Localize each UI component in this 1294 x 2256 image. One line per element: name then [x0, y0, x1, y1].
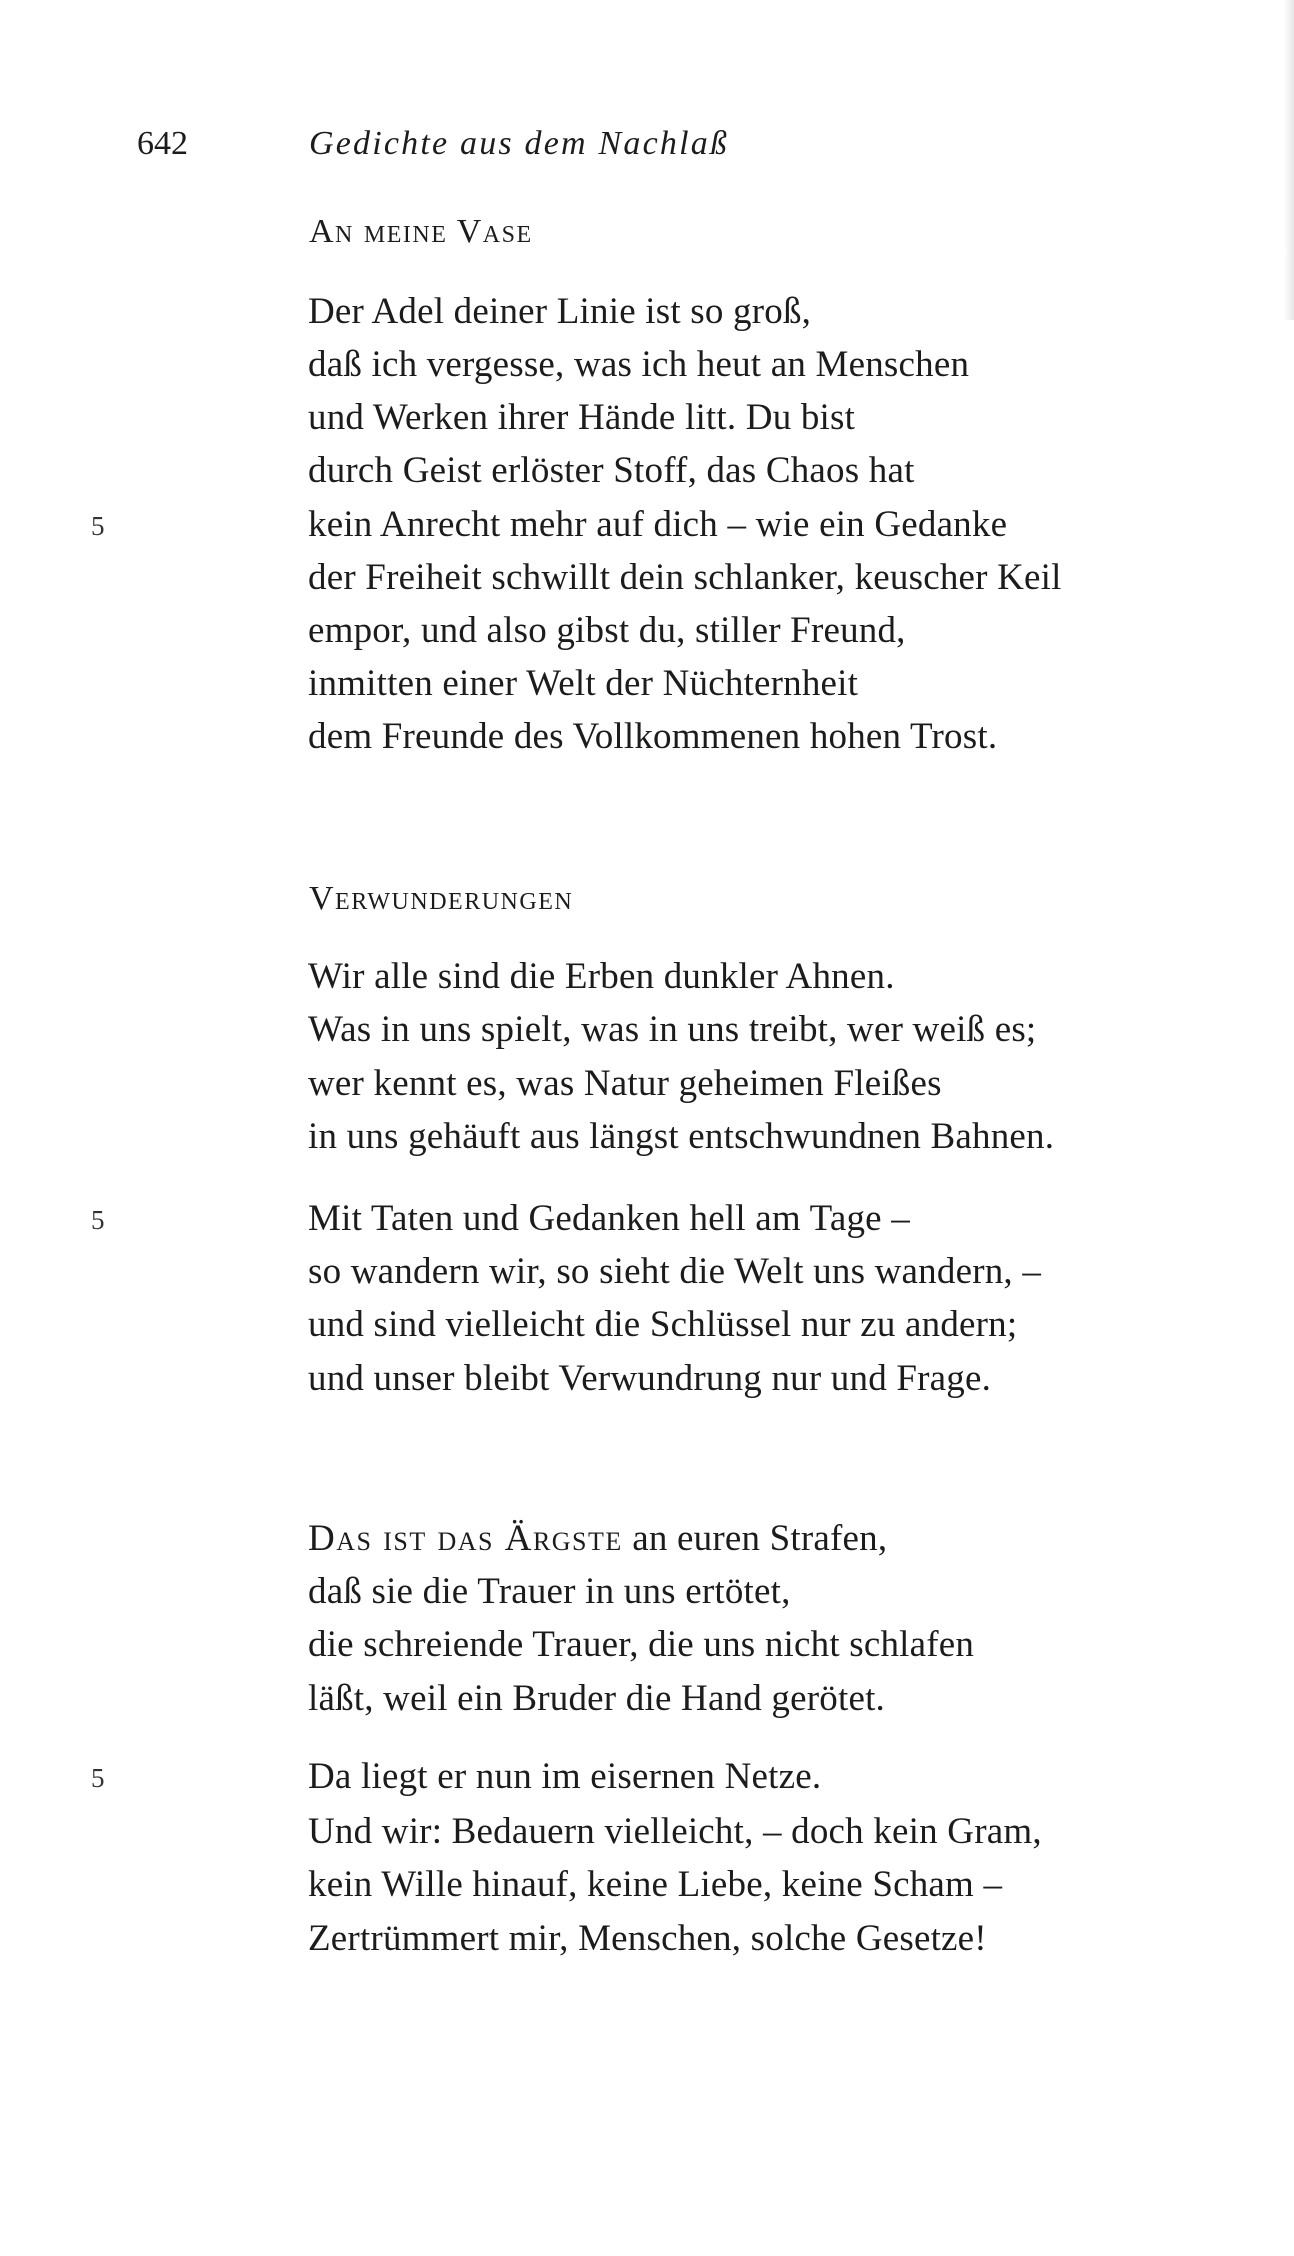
poem-line: die schreiende Trauer, die uns nicht schlafen: [308, 1624, 975, 1665]
poem-line: so wandern wir, so sieht die Welt uns wandern, –: [308, 1251, 1042, 1292]
poem-line: und Werken ihrer Hände litt. Du bist: [308, 397, 856, 438]
poem-line: inmitten einer Welt der Nüchternheit: [308, 663, 859, 704]
poem-title: Verwunderungen: [309, 880, 574, 917]
poem-incipit: Das ist das Ärgste: [308, 1518, 623, 1559]
poem-line: Mit Taten und Gedanken hell am Tage –: [308, 1198, 910, 1239]
poem-line: und sind vielleicht die Schlüssel nur zu andern;: [308, 1304, 1018, 1345]
poem-first-line: [308, 1517, 887, 1561]
poem-line: durch Geist erlöster Stoff, das Chaos hat: [308, 450, 915, 491]
line-number: 5: [91, 511, 105, 541]
page-edge-shadow: [1284, 0, 1294, 320]
poem-line: Da liegt er nun im eisernen Netze.: [308, 1756, 822, 1797]
poem-line: der Freiheit schwillt dein schlanker, keuscher Keil: [308, 557, 1062, 598]
poem-line: daß ich vergesse, was ich heut an Menschen: [308, 344, 970, 385]
first-line-rest: an euren Strafen,: [622, 1518, 888, 1559]
poem-line: Zertrümmert mir, Menschen, solche Gesetze!: [308, 1918, 987, 1959]
poem-line: Und wir: Bedauern vielleicht, – doch kein Gram,: [308, 1811, 1042, 1852]
poem-line: kein Wille hinauf, keine Liebe, keine Scham –: [308, 1864, 1003, 1905]
poem-line: kein Anrecht mehr auf dich – wie ein Gedanke: [308, 504, 1008, 545]
poem-line: Was in uns spielt, was in uns treibt, wer weiß es;: [308, 1009, 1037, 1050]
line-number: 5: [91, 1205, 105, 1235]
page-number: 642: [137, 125, 188, 162]
line-number: 5: [91, 1763, 105, 1793]
running-title: Gedichte aus dem Nachlaß: [309, 125, 730, 162]
poem-line: empor, und also gibst du, stiller Freund,: [308, 610, 906, 651]
poem-line: Der Adel deiner Linie ist so groß,: [308, 291, 812, 332]
poem-line: läßt, weil ein Bruder die Hand gerötet.: [308, 1678, 886, 1719]
poem-line: und unser bleibt Verwundrung nur und Frage.: [308, 1358, 992, 1399]
poem-line: wer kennt es, was Natur geheimen Fleißes: [308, 1063, 942, 1104]
poem-line: in uns gehäuft aus längst entschwundnen Bahnen.: [308, 1116, 1055, 1157]
poem-line: dem Freunde des Vollkommenen hohen Trost.: [308, 716, 998, 757]
poem-title: An meine Vase: [309, 213, 533, 250]
poem-line: daß sie die Trauer in uns ertötet,: [308, 1571, 791, 1612]
poem-line: Wir alle sind die Erben dunkler Ahnen.: [308, 956, 895, 997]
